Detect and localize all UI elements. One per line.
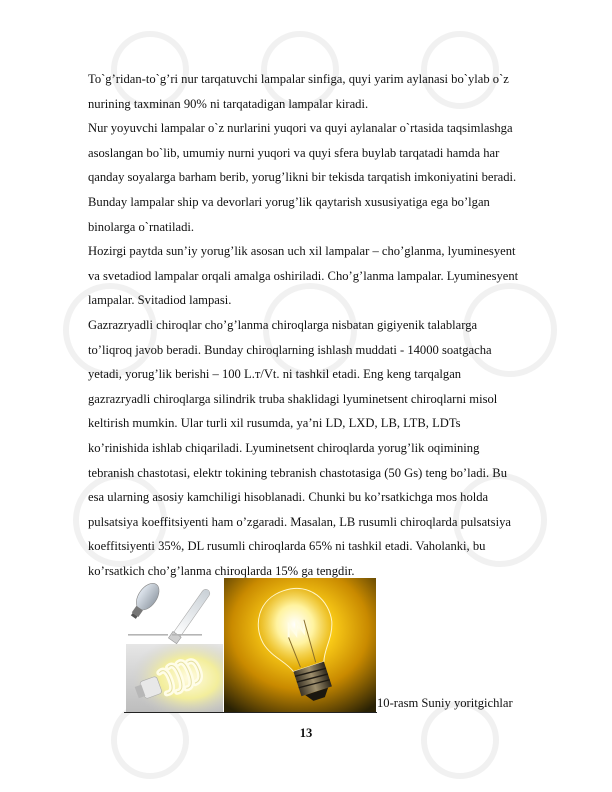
text-line: Bunday lampalar ship va devorlari yorug’lik qaytarish xususiyatiga ega bo’lgan: [88, 194, 490, 209]
figure-caption: 10-rasm Suniy yoritgichlar: [377, 696, 513, 710]
text-line: ko’rsatkich cho’g’lanma chiroqlarda 15% ga tengdir.: [88, 563, 355, 578]
halogen-lamp-image: [124, 578, 223, 644]
figure-lamps: [124, 578, 528, 713]
text-line: lampalar. Svitadiod lampasi.: [88, 293, 232, 308]
incandescent-bulb-image: [224, 578, 376, 712]
text-line: keltirish mumkin. Ular turli xil rusumda, ya’ni LD, LXD, LB, LTB, LDTs: [88, 416, 461, 431]
text-line: To`g’ridan-to`g’ri nur tarqatuvchi lampalar sinfiga, quyi yarim aylanasi bo`ylab o`z: [88, 72, 509, 86]
text-line: asoslangan bo`lib, umumiy nurni yuqori va quyi sfera buylab tarqatadi hamda har: [88, 145, 500, 160]
figure-underline: [124, 712, 377, 713]
text-line: nurining taxminan 90% ni tarqatadigan lampalar kiradi.: [88, 96, 369, 111]
text-line: Gazrazryadli chiroqlar cho’g’lanma chiroqlarga nisbatan gigiyenik talablarga: [88, 317, 478, 332]
text-line: gazrazryadli chiroqlarga silindrik truba shaklidagi lyuminetsent chiroqlarni misol: [88, 391, 498, 406]
text-line: va svetadiod lampalar orqali amalga oshiriladi. Cho’g’lanma lampalar. Lyuminesyent: [88, 268, 519, 283]
body-text: [88, 67, 568, 583]
text-line: to’liqroq javob beradi. Bunday chiroqlarning ishlash muddati - 14000 soatgacha: [88, 342, 492, 357]
text-line: Hozirgi paytda sun’iy yorug’lik asosan uch xil lampalar – cho’glanma, lyuminesyent: [88, 244, 516, 259]
text-line: esa ularning asosiy kamchiligi hisoblanadi. Chunki bu ko’rsatkichga mos holda: [88, 490, 489, 505]
text-line: yetadi, yorug’lik berishi – 100 L.т/Vt. ni tashkil etadi. Eng keng tarqalgan: [88, 367, 462, 382]
text-line: pulsatsiya koeffitsiyenti ham o’zgaradi. Masalan, LB rusumli chiroqlarda pulsatsiya: [88, 514, 511, 529]
text-line: binolarga o`rnatiladi.: [88, 219, 195, 234]
text-line: ko’rinishida ishlab chiqariladi. Lyuminetsent chiroqlarda yorug’lik oqimining: [88, 440, 480, 455]
text-line: qanday soyalarga barham berib, yorug’likni bir tekisda tarqatish imkoniyatini beradi.: [88, 170, 517, 185]
text-line: tebranish chastotasi, elektr tokining tebranish chastotasiga (50 Gs) teng bo’ladi. Bu: [88, 465, 507, 480]
text-line: Nur yoyuvchi lampalar o`z nurlarini yuqori va quyi aylanalar o`rtasida taqsimlashga: [88, 121, 513, 136]
page-number: 13: [299, 726, 313, 740]
cfl-lamp-image: [126, 644, 223, 712]
text-line: koeffitsiyenti 35%, DL rusumli chiroqlarda 65% ni tashkil etadi. Vaholanki, bu: [88, 539, 486, 554]
